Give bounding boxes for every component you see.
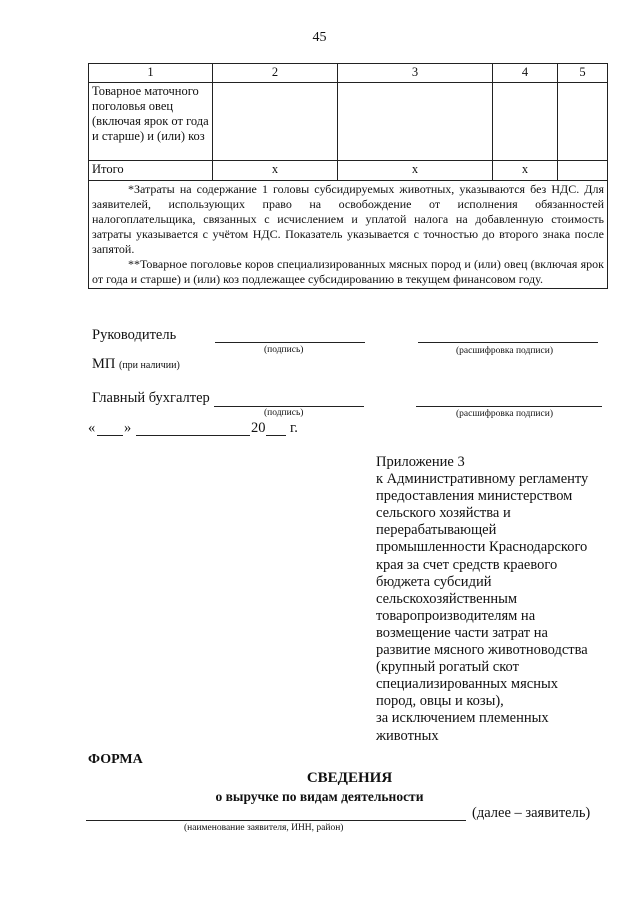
col-header-2: 2	[213, 64, 338, 83]
date-year-field[interactable]	[266, 421, 286, 436]
appendix-line: животных	[376, 727, 439, 744]
table-row-livestock	[89, 83, 608, 161]
footnote-2-text: **Товарное поголовье коров специализированных мясных пород и (или) овец (включая ярок от года и старше) и (или) коз подлежащее субсидированию в текущем финансовом году.	[92, 257, 604, 286]
appendix-line: товаропроизводителям на	[376, 607, 536, 624]
appendix-line: сельскохозяйственным	[376, 590, 518, 607]
row-label-livestock: Товарное маточного поголовья овец (включая ярок от года и старше) и (или) коз	[89, 83, 213, 161]
table-cell	[338, 83, 493, 161]
accountant-signature-caption: (подпись)	[264, 408, 304, 418]
appendix-line: сельского хозяйства и	[376, 505, 511, 522]
col-header-1: 1	[89, 64, 213, 83]
form-label: ФОРМА	[88, 752, 143, 767]
total-cell-3: х	[338, 161, 493, 181]
date-year-suffix: г.	[290, 420, 298, 436]
table-cell	[558, 161, 608, 181]
date-day-field[interactable]	[97, 421, 123, 436]
appendix-line: развитие мясного животноводства	[376, 642, 588, 659]
head-signature-caption: (подпись)	[264, 345, 304, 355]
head-decoding-line[interactable]	[418, 328, 598, 343]
document-title: СВЕДЕНИЯ	[306, 770, 393, 786]
col-header-4: 4	[493, 64, 558, 83]
appendix-line: промышленности Краснодарского	[376, 539, 588, 556]
appendix-line: к Административному регламенту	[376, 471, 589, 488]
col-header-5: 5	[558, 64, 608, 83]
accountant-decoding-caption: (расшифровка подписи)	[456, 409, 553, 419]
head-decoding-caption: (расшифровка подписи)	[456, 346, 553, 356]
data-table	[88, 63, 608, 289]
table-cell	[558, 83, 608, 161]
accountant-decoding-line[interactable]	[416, 392, 602, 407]
appendix-line: Приложение 3	[376, 454, 465, 470]
table-row-total	[89, 161, 608, 181]
appendix-line: (крупный рогатый скот	[376, 659, 519, 676]
date-month-field[interactable]	[136, 421, 250, 436]
table-cell	[493, 83, 558, 161]
head-label: Руководитель	[92, 327, 177, 343]
accountant-signature-line[interactable]	[214, 392, 364, 407]
applicant-field[interactable]	[86, 806, 466, 821]
stamp-mark	[92, 356, 180, 373]
appendix-line: специализированных мясных	[376, 676, 558, 693]
appendix-line: пород, овцы и козы),	[376, 693, 504, 710]
footnote-2	[92, 257, 604, 287]
date-year-prefix: 20	[251, 420, 266, 436]
row-label-total: Итого	[89, 161, 213, 181]
appendix-line: бюджета субсидий	[376, 573, 492, 590]
footnote-1	[92, 182, 604, 257]
applicant-caption: (наименование заявителя, ИНН, район)	[184, 823, 344, 833]
stamp-label: МП	[92, 356, 116, 372]
table-header-row	[89, 64, 608, 83]
appendix-line: предоставления министерством	[376, 488, 573, 505]
stamp-note: (при наличии)	[119, 360, 180, 371]
appendix-line: края за счет средств краевого	[376, 556, 558, 573]
appendix-block	[376, 454, 626, 745]
total-cell-2: х	[213, 161, 338, 181]
table-notes-row	[89, 181, 608, 289]
accountant-label: Главный бухгалтер	[92, 390, 210, 406]
applicant-suffix: (далее – заявитель)	[472, 805, 591, 821]
table-cell	[213, 83, 338, 161]
col-header-3: 3	[338, 64, 493, 83]
page-number: 45	[312, 30, 327, 45]
appendix-line: возмещение части затрат на	[376, 624, 548, 641]
footnote-1-text: *Затраты на содержание 1 головы субсидируемых животных, указываются без НДС. Для заявителей, использующих право на освобождение от исполнения обязанностей налогоплательщика, связанных с исчислением и уплатой налога на добавленную стоимость затраты указывается с учётом НДС. Показатель указывается с точностью до второго знака после запятой.	[92, 182, 604, 256]
date-open-quote: «	[88, 420, 96, 436]
document-subtitle: о выручке по видам деятельности	[215, 789, 424, 804]
date-close-quote: »	[124, 420, 132, 436]
appendix-line: за исключением племенных	[376, 710, 549, 727]
head-signature-line[interactable]	[215, 328, 365, 343]
table-notes	[89, 181, 608, 289]
total-cell-4: х	[493, 161, 558, 181]
appendix-line: перерабатывающей	[376, 522, 497, 539]
